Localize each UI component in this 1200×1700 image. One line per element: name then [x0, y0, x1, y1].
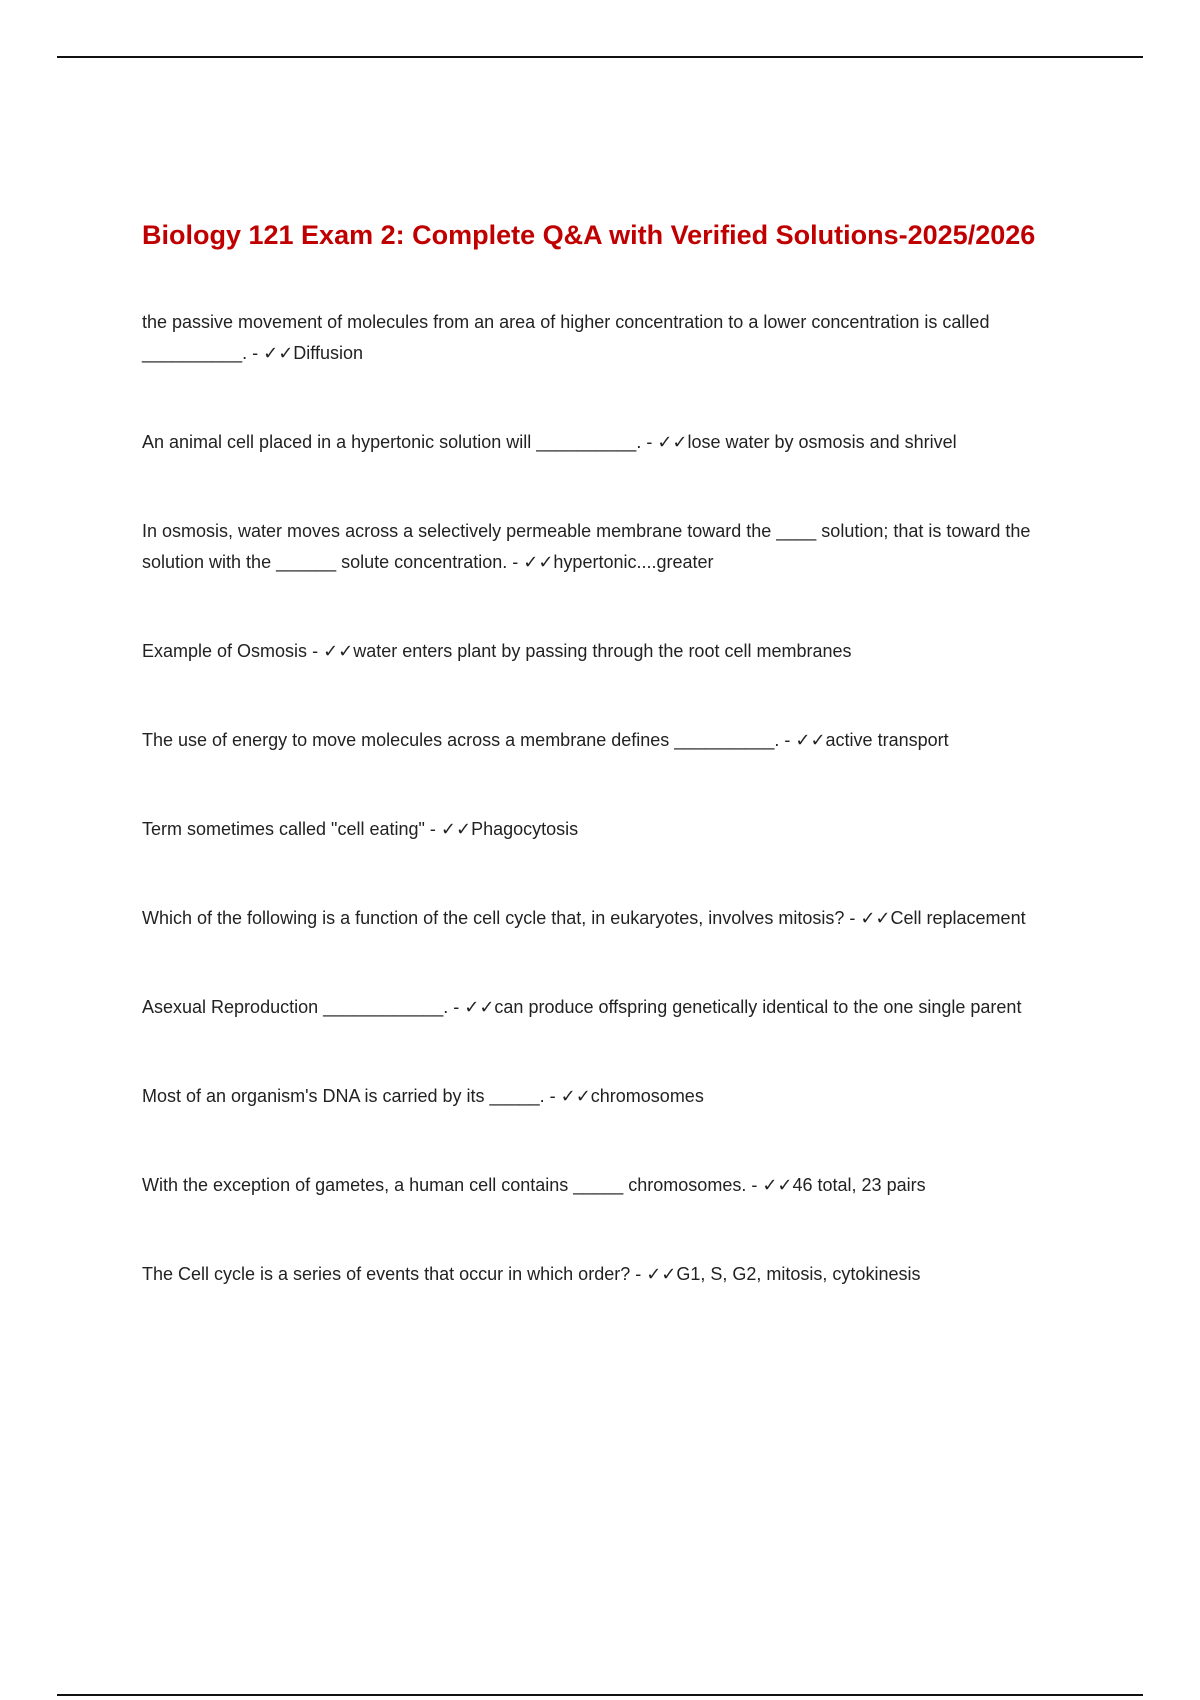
document-title: Biology 121 Exam 2: Complete Q&A with Verified Solutions-2025/2026	[142, 220, 1036, 250]
qa-item	[142, 814, 1062, 845]
separator: -	[630, 1264, 647, 1284]
check-icon: ✓✓	[657, 432, 688, 452]
question-text: Which of the following is a function of the cell cycle that, in eukaryotes, involves mitosis?	[142, 908, 845, 928]
check-icon: ✓✓	[464, 997, 495, 1017]
qa-item	[142, 1081, 1062, 1112]
separator: -	[307, 641, 324, 661]
separator: -	[779, 730, 796, 750]
header-rule	[57, 56, 1143, 58]
qa-item	[142, 636, 1062, 667]
answer-text: can produce offspring genetically identical to the one single parent	[494, 997, 1022, 1017]
answer-text: G1, S, G2, mitosis, cytokinesis	[676, 1264, 921, 1284]
qa-item	[142, 1259, 1062, 1290]
qa-item	[142, 307, 1062, 369]
check-icon: ✓✓	[323, 641, 354, 661]
check-icon: ✓✓	[560, 1086, 591, 1106]
separator: -	[424, 819, 441, 839]
separator: -	[507, 552, 524, 572]
qa-item	[142, 427, 1062, 458]
qa-item	[142, 725, 1062, 756]
question-text: With the exception of gametes, a human cell contains _____ chromosomes.	[142, 1175, 747, 1195]
separator: -	[544, 1086, 561, 1106]
answer-text: Diffusion	[293, 343, 363, 363]
qa-list	[142, 307, 1062, 1290]
answer-text: 46 total, 23 pairs	[792, 1175, 926, 1195]
question-text: In osmosis, water moves across a selectively permeable membrane toward the ____ solution; that is toward the solution with the ______ solute concentration.	[142, 521, 1031, 572]
question-text: An animal cell placed in a hypertonic solution will __________.	[142, 432, 642, 452]
separator: -	[844, 908, 861, 928]
qa-item	[142, 992, 1062, 1023]
check-icon: ✓✓	[795, 730, 826, 750]
separator: -	[448, 997, 465, 1017]
answer-text: water enters plant by passing through the root cell membranes	[353, 641, 852, 661]
question-text: The use of energy to move molecules across a membrane defines __________.	[142, 730, 780, 750]
qa-item	[142, 903, 1062, 934]
question-text: Asexual Reproduction ____________.	[142, 997, 449, 1017]
question-text: The Cell cycle is a series of events that occur in which order?	[142, 1264, 631, 1284]
answer-text: Phagocytosis	[471, 819, 579, 839]
check-icon: ✓✓	[523, 552, 554, 572]
question-text: Most of an organism's DNA is carried by its _____.	[142, 1086, 545, 1106]
check-icon: ✓✓	[860, 908, 891, 928]
separator: -	[247, 343, 264, 363]
answer-text: Cell replacement	[890, 908, 1026, 928]
question-text: Term sometimes called "cell eating"	[142, 819, 425, 839]
answer-text: hypertonic....greater	[553, 552, 714, 572]
check-icon: ✓✓	[440, 819, 472, 839]
document-body	[142, 216, 1062, 1348]
answer-text: active transport	[825, 730, 949, 750]
check-icon: ✓✓	[646, 1264, 677, 1284]
separator: -	[746, 1175, 763, 1195]
footer-rule	[57, 1694, 1143, 1696]
qa-item	[142, 1170, 1062, 1201]
check-icon: ✓✓	[263, 343, 294, 363]
separator: -	[641, 432, 658, 452]
question-text: Example of Osmosis	[142, 641, 308, 661]
answer-text: chromosomes	[590, 1086, 704, 1106]
question-text: the passive movement of molecules from an area of higher concentration to a lower concentration is called __________.	[142, 312, 990, 363]
qa-item	[142, 516, 1062, 578]
check-icon: ✓✓	[762, 1175, 793, 1195]
answer-text: lose water by osmosis and shrivel	[687, 432, 957, 452]
